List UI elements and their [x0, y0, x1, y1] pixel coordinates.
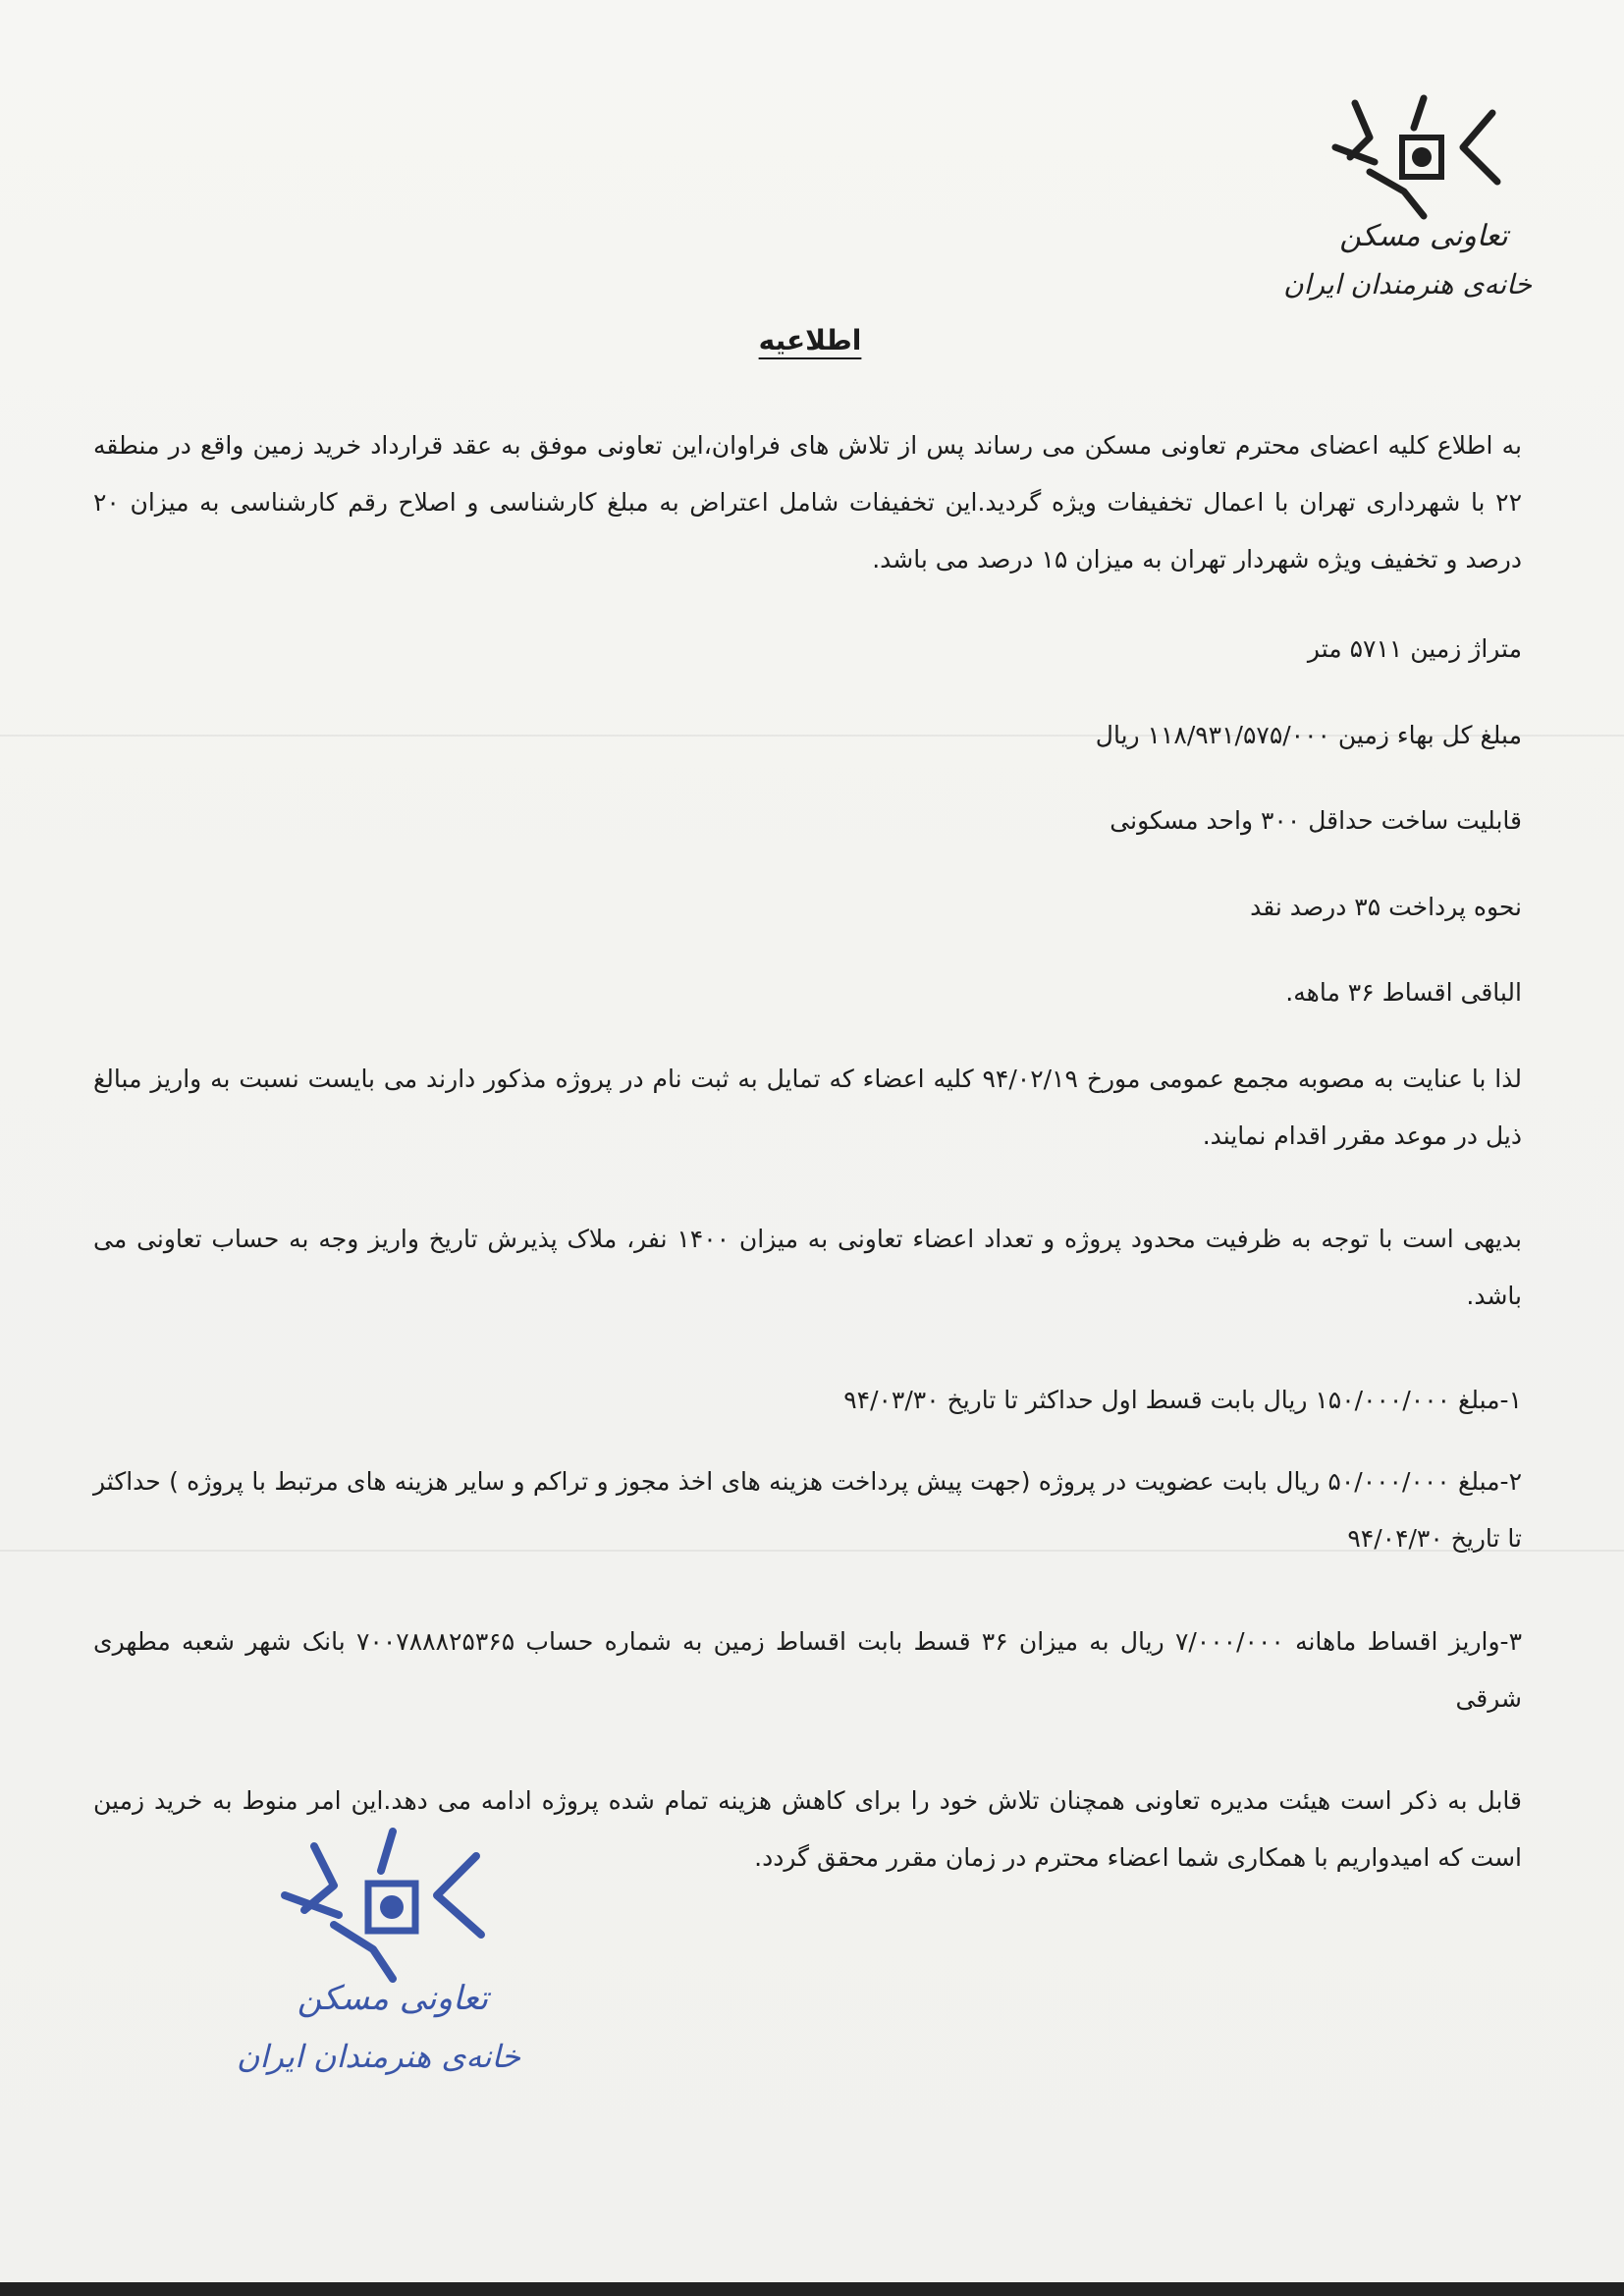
land-price: مبلغ کل بهاء زمین ۱۱۸/۹۳۱/۵۷۵/۰۰۰ ریال	[1095, 721, 1522, 749]
star-emblem-stamp-icon	[265, 1827, 520, 1984]
payment-item-2: ۲-مبلغ ۵۰/۰۰۰/۰۰۰ ریال بابت عضویت در پروژه (جهت پیش پرداخت هزینه های اخذ مجوز و تراکم و سایر هزینه های مرتبط با پروژه ) حداکثر تا تاریخ ۹۴/۰۴/۳۰	[93, 1467, 1522, 1553]
building-capacity: قابلیت ساخت حداقل ۳۰۰ واحد مسکونی	[1110, 806, 1522, 835]
cooperative-stamp	[237, 1827, 520, 2121]
stamp-text-cooperative: تعاونی مسکن	[297, 1979, 489, 2018]
logo-text-cooperative: تعاونی مسکن	[1339, 219, 1508, 253]
scan-bottom-edge	[0, 2282, 1624, 2296]
payment-item-1: ۱-مبلغ ۱۵۰/۰۰۰/۰۰۰ ریال بابت قسط اول حداکثر تا تاریخ ۹۴/۰۳/۳۰	[843, 1386, 1522, 1414]
land-area: متراژ زمین ۵۷۱۱ متر	[1307, 634, 1522, 663]
intro-paragraph: به اطلاع کلیه اعضای محترم تعاونی مسکن می رساند پس از تلاش های فراوان،این تعاونی موفق به عقد قرارداد خرید زمین واقع در منطقه ۲۲ با شهرداری تهران با اعمال تخفیفات ویژه گردید.این تخفیفات شامل اعتراض به مبلغ کارشناسی و اصلاح رقم کارشناسی به میزان ۲۰ درصد و تخفیف ویژه شهردار تهران به میزان ۱۵ درصد می باشد.	[93, 431, 1522, 574]
star-emblem-icon	[1316, 93, 1532, 221]
capacity-note-paragraph: بدیهی است با توجه به ظرفیت محدود پروژه و تعداد اعضاء تعاونی به میزان ۱۴۰۰ نفر، ملاک پذیرش تاریخ واریز وجه به حساب تعاونی می باشد.	[93, 1225, 1522, 1310]
logo-text-artists-house: خانه‌ی هنرمندان ایران	[1283, 268, 1532, 301]
stamp-text-artists-house: خانه‌ی هنرمندان ایران	[237, 2038, 520, 2075]
page-title: اطلاعیه	[758, 324, 862, 356]
payment-item-3: ۳-واریز اقساط ماهانه ۷/۰۰۰/۰۰۰ ریال به میزان ۳۶ قسط بابت اقساط زمین به شماره حساب ۷۰۰۷۸۸۸۲۵۳۶۵ بانک شهر شعبه مطهری شرقی	[93, 1627, 1523, 1713]
installments-term: الباقی اقساط ۳۶ ماهه.	[1285, 978, 1522, 1007]
assembly-note-paragraph: لذا با عنایت به مصوبه مجمع عمومی مورخ ۹۴/۰۲/۱۹ کلیه اعضاء که تمایل به ثبت نام در پروژه مذکور دارند می بایست نسبت به واریز مبالغ ذیل در موعد مقرر اقدام نمایند.	[93, 1065, 1522, 1150]
payment-method: نحوه پرداخت ۳۵ درصد نقد	[1250, 893, 1522, 921]
closing-paragraph: قابل به ذکر است هیئت مدیره تعاونی همچنان تلاش خود را برای کاهش هزینه تمام شده پروژه ادامه می دهد.این امر منوط به خرید زمین است که امیدواریم با همکاری شما اعضاء محترم در زمان مقرر محقق گردد.	[93, 1786, 1522, 1872]
cooperative-logo-header	[1283, 93, 1532, 329]
